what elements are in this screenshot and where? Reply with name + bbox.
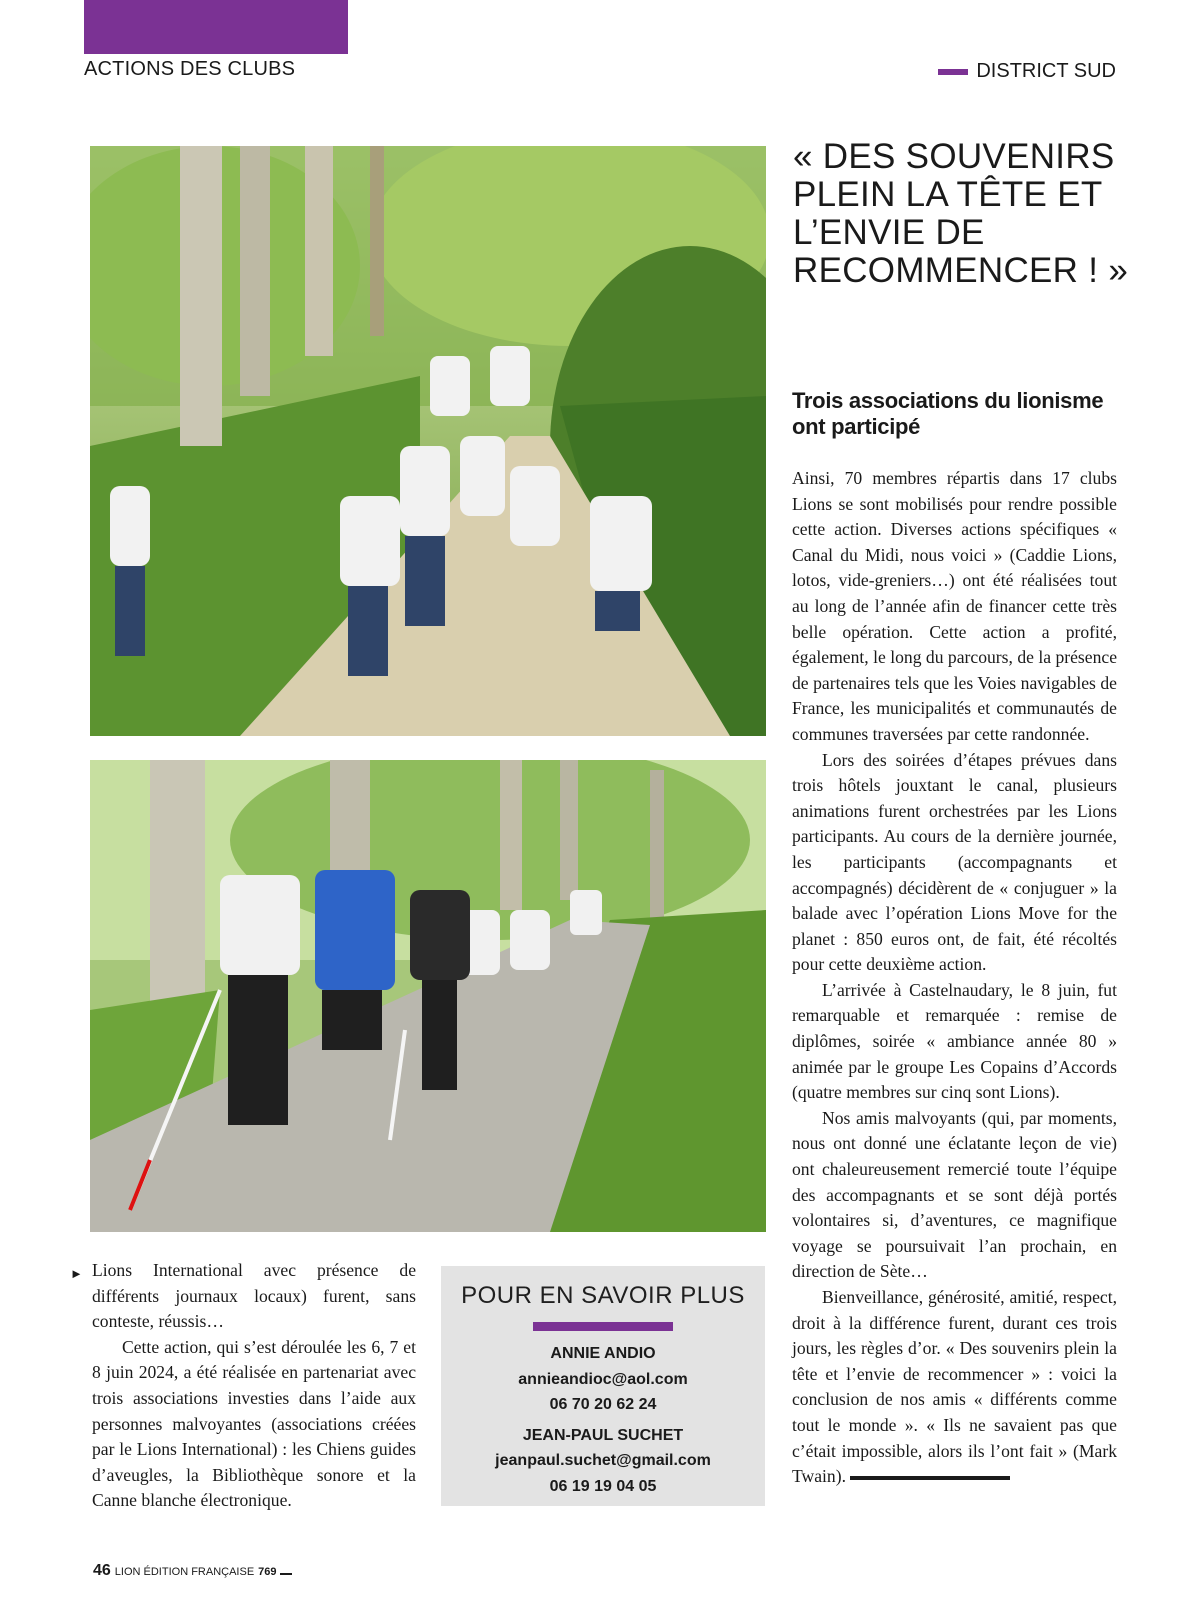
info-box: [441, 1266, 765, 1506]
paragraph: Cette action, qui s’est déroulée les 6, 7 et 8 juin 2024, a été réalisée en partenariat avec trois associations investies dans l’aide aux personnes malvoyantes (associations créées par le Lions International) : les Chiens guides d’aveugles, la Bibliothèque sonore et la Canne blanche électronique.: [92, 1336, 416, 1511]
right-column-text: [792, 466, 1117, 1490]
photo-walkers-path: [90, 146, 766, 736]
district-label: [938, 60, 1116, 83]
paragraph: Lions International avec présence de différents journaux locaux) furent, sans conteste, réussis…: [92, 1260, 416, 1332]
page-footer: [93, 1562, 292, 1580]
paragraph: [792, 1285, 1117, 1490]
info-box-accent-bar: [533, 1322, 673, 1331]
paragraph-text: Bienveillance, générosité, amitié, respect, droit à la différence furent, durant ces trois jours, les règles d’or. « Des souvenirs plein la tête et l’envie de recommencer » : voici la conclusion de nos amis « différents comme tout le monde ». « Ils ne savaient pas que c’était impossible, alors ils l’ont fait » (Mark Twain).: [792, 1287, 1117, 1487]
contact-email[interactable]: annieandioc@aol.com: [518, 1370, 688, 1388]
paragraph: Lors des soirées d’étapes prévues dans trois hôtels jouxtant le canal, plusieurs animations furent orchestrées par les Lions participants. Au cours de la dernière journée, les participants (accompagnants et accompagnés) décidèrent de « conjuguer » la balade avec l’opération Lions Move for the planet : 850 euros ont, de fait, été récoltés pour cette deuxième action.: [792, 749, 1117, 975]
left-column-text: [92, 1258, 416, 1514]
contact-name: ANNIE ANDIO: [550, 1345, 656, 1362]
district-text: DISTRICT SUD: [976, 60, 1116, 82]
end-of-article-rule: [850, 1476, 1010, 1480]
contact-phone: 06 19 19 04 05: [549, 1477, 657, 1495]
publication-name: LION ÉDITION FRANÇAISE: [114, 1566, 255, 1578]
section-label: ACTIONS DES CLUBS: [84, 58, 296, 80]
issue-number: 769: [258, 1566, 277, 1578]
paragraph: L’arrivée à Castelnaudary, le 8 juin, fut remarquable et remarquée : remise de diplômes, soirée « ambiance année 80 » animée par le groupe Les Copains d’Accords (quatre membres sur cinq sont Lions).: [792, 979, 1117, 1103]
contact-name: JEAN-PAUL SUCHET: [522, 1426, 684, 1444]
section-color-bar: [84, 0, 348, 54]
district-marker: [938, 69, 968, 75]
paragraph: Nos amis malvoyants (qui, par moments, nous ont donné une éclatante leçon de vie) ont chaleureusement remercié toute l’équipe des accompagnants et se sont déjà portés volontaires si, d’aventures, ce magnifique voyage se poursuivait l’an prochain, en direction de Sète…: [792, 1107, 1117, 1282]
paragraph: Ainsi, 70 membres répartis dans 17 clubs Lions se sont mobilisés pour rendre possible cette action. Diverses actions spécifiques « Canal du Midi, nous voici » (Caddie Lions, lotos, vide-greniers…) ont été réalisées tout au long de l’année afin de financer cette très belle opération. Cette action a profité, également, le long du parcours, de la présence de partenaires tels que les Voies navigables de France, les municipalités et communautés de communes traversées par cette randonnée.: [792, 468, 1117, 744]
footer-dash: [280, 1573, 292, 1575]
page-number: 46: [93, 1562, 111, 1579]
photo-walkers-canes: [90, 760, 766, 1232]
contact-email[interactable]: jeanpaul.suchet@gmail.com: [495, 1452, 711, 1469]
continuation-arrow-icon: ►: [70, 1266, 83, 1281]
article-subhead: Trois associations du lionisme ont participé: [792, 388, 1104, 439]
article-headline: « DES SOUVENIRS PLEIN LA TÊTE ET L’ENVIE DE RECOMMENCER ! »: [793, 137, 1129, 290]
info-box-title: POUR EN SAVOIR PLUS: [461, 1282, 745, 1309]
contact-phone: 06 70 20 62 24: [549, 1396, 657, 1413]
